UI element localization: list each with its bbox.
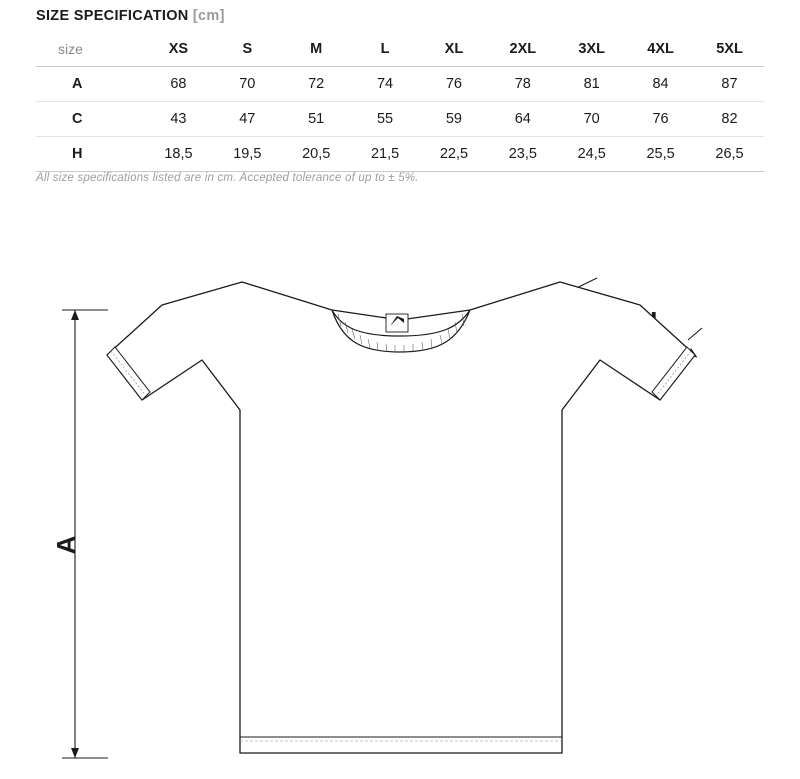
table-row — [36, 102, 764, 137]
table-cell: 72 — [282, 67, 351, 102]
table-cell: 51 — [282, 102, 351, 137]
table-cell: 23,5 — [488, 137, 557, 172]
dim-a-arrow-bottom — [71, 748, 79, 758]
tshirt-outline — [107, 282, 695, 753]
dim-a-arrow-top — [71, 310, 79, 320]
table-cell: 21,5 — [351, 137, 420, 172]
tolerance-note: All size specifications listed are in cm. Accepted tolerance of up to ± 5%. — [36, 172, 419, 184]
table-header-size: size — [36, 32, 144, 67]
table-cell: 19,5 — [213, 137, 282, 172]
row-label: C — [36, 102, 144, 137]
table-cell: 20,5 — [282, 137, 351, 172]
tshirt-drawing-svg — [0, 240, 800, 774]
row-label: A — [36, 67, 144, 102]
table-header-col: 4XL — [626, 32, 695, 67]
table-cell: 55 — [351, 102, 420, 137]
table-header-col: S — [213, 32, 282, 67]
table-cell: 22,5 — [420, 137, 489, 172]
table-body — [36, 67, 764, 172]
table-cell: 64 — [488, 102, 557, 137]
table-header-col: 3XL — [557, 32, 626, 67]
table-header-col: XS — [144, 32, 213, 67]
table-cell: 47 — [213, 102, 282, 137]
table-cell: 26,5 — [695, 137, 764, 172]
size-table — [36, 32, 764, 172]
dim-h-tick-right — [688, 328, 702, 340]
table-header-col: XL — [420, 32, 489, 67]
table-header-col: M — [282, 32, 351, 67]
table-header-col: 2XL — [488, 32, 557, 67]
page-title-unit: [cm] — [192, 8, 225, 24]
table-cell: 43 — [144, 102, 213, 137]
table-cell: 25,5 — [626, 137, 695, 172]
table-cell: 84 — [626, 67, 695, 102]
table-cell: 68 — [144, 67, 213, 102]
table-head — [36, 32, 764, 67]
table-cell: 87 — [695, 67, 764, 102]
table-cell: 24,5 — [557, 137, 626, 172]
page-title — [36, 8, 225, 24]
table-cell: 74 — [351, 67, 420, 102]
dim-label-a: A — [51, 535, 81, 555]
table-header-col: L — [351, 32, 420, 67]
tshirt-diagram — [0, 240, 800, 774]
table-cell: 76 — [420, 67, 489, 102]
table-header-row — [36, 32, 764, 67]
table-cell: 81 — [557, 67, 626, 102]
table-cell: 76 — [626, 102, 695, 137]
table-cell: 59 — [420, 102, 489, 137]
table-row — [36, 67, 764, 102]
page-title-text: SIZE SPECIFICATION — [36, 8, 189, 24]
table-cell: 82 — [695, 102, 764, 137]
table-cell: 18,5 — [144, 137, 213, 172]
row-label: H — [36, 137, 144, 172]
table-cell: 70 — [557, 102, 626, 137]
table-header-col: 5XL — [695, 32, 764, 67]
table-row — [36, 137, 764, 172]
table-cell: 70 — [213, 67, 282, 102]
tshirt-body-path — [107, 282, 695, 753]
table-cell: 78 — [488, 67, 557, 102]
